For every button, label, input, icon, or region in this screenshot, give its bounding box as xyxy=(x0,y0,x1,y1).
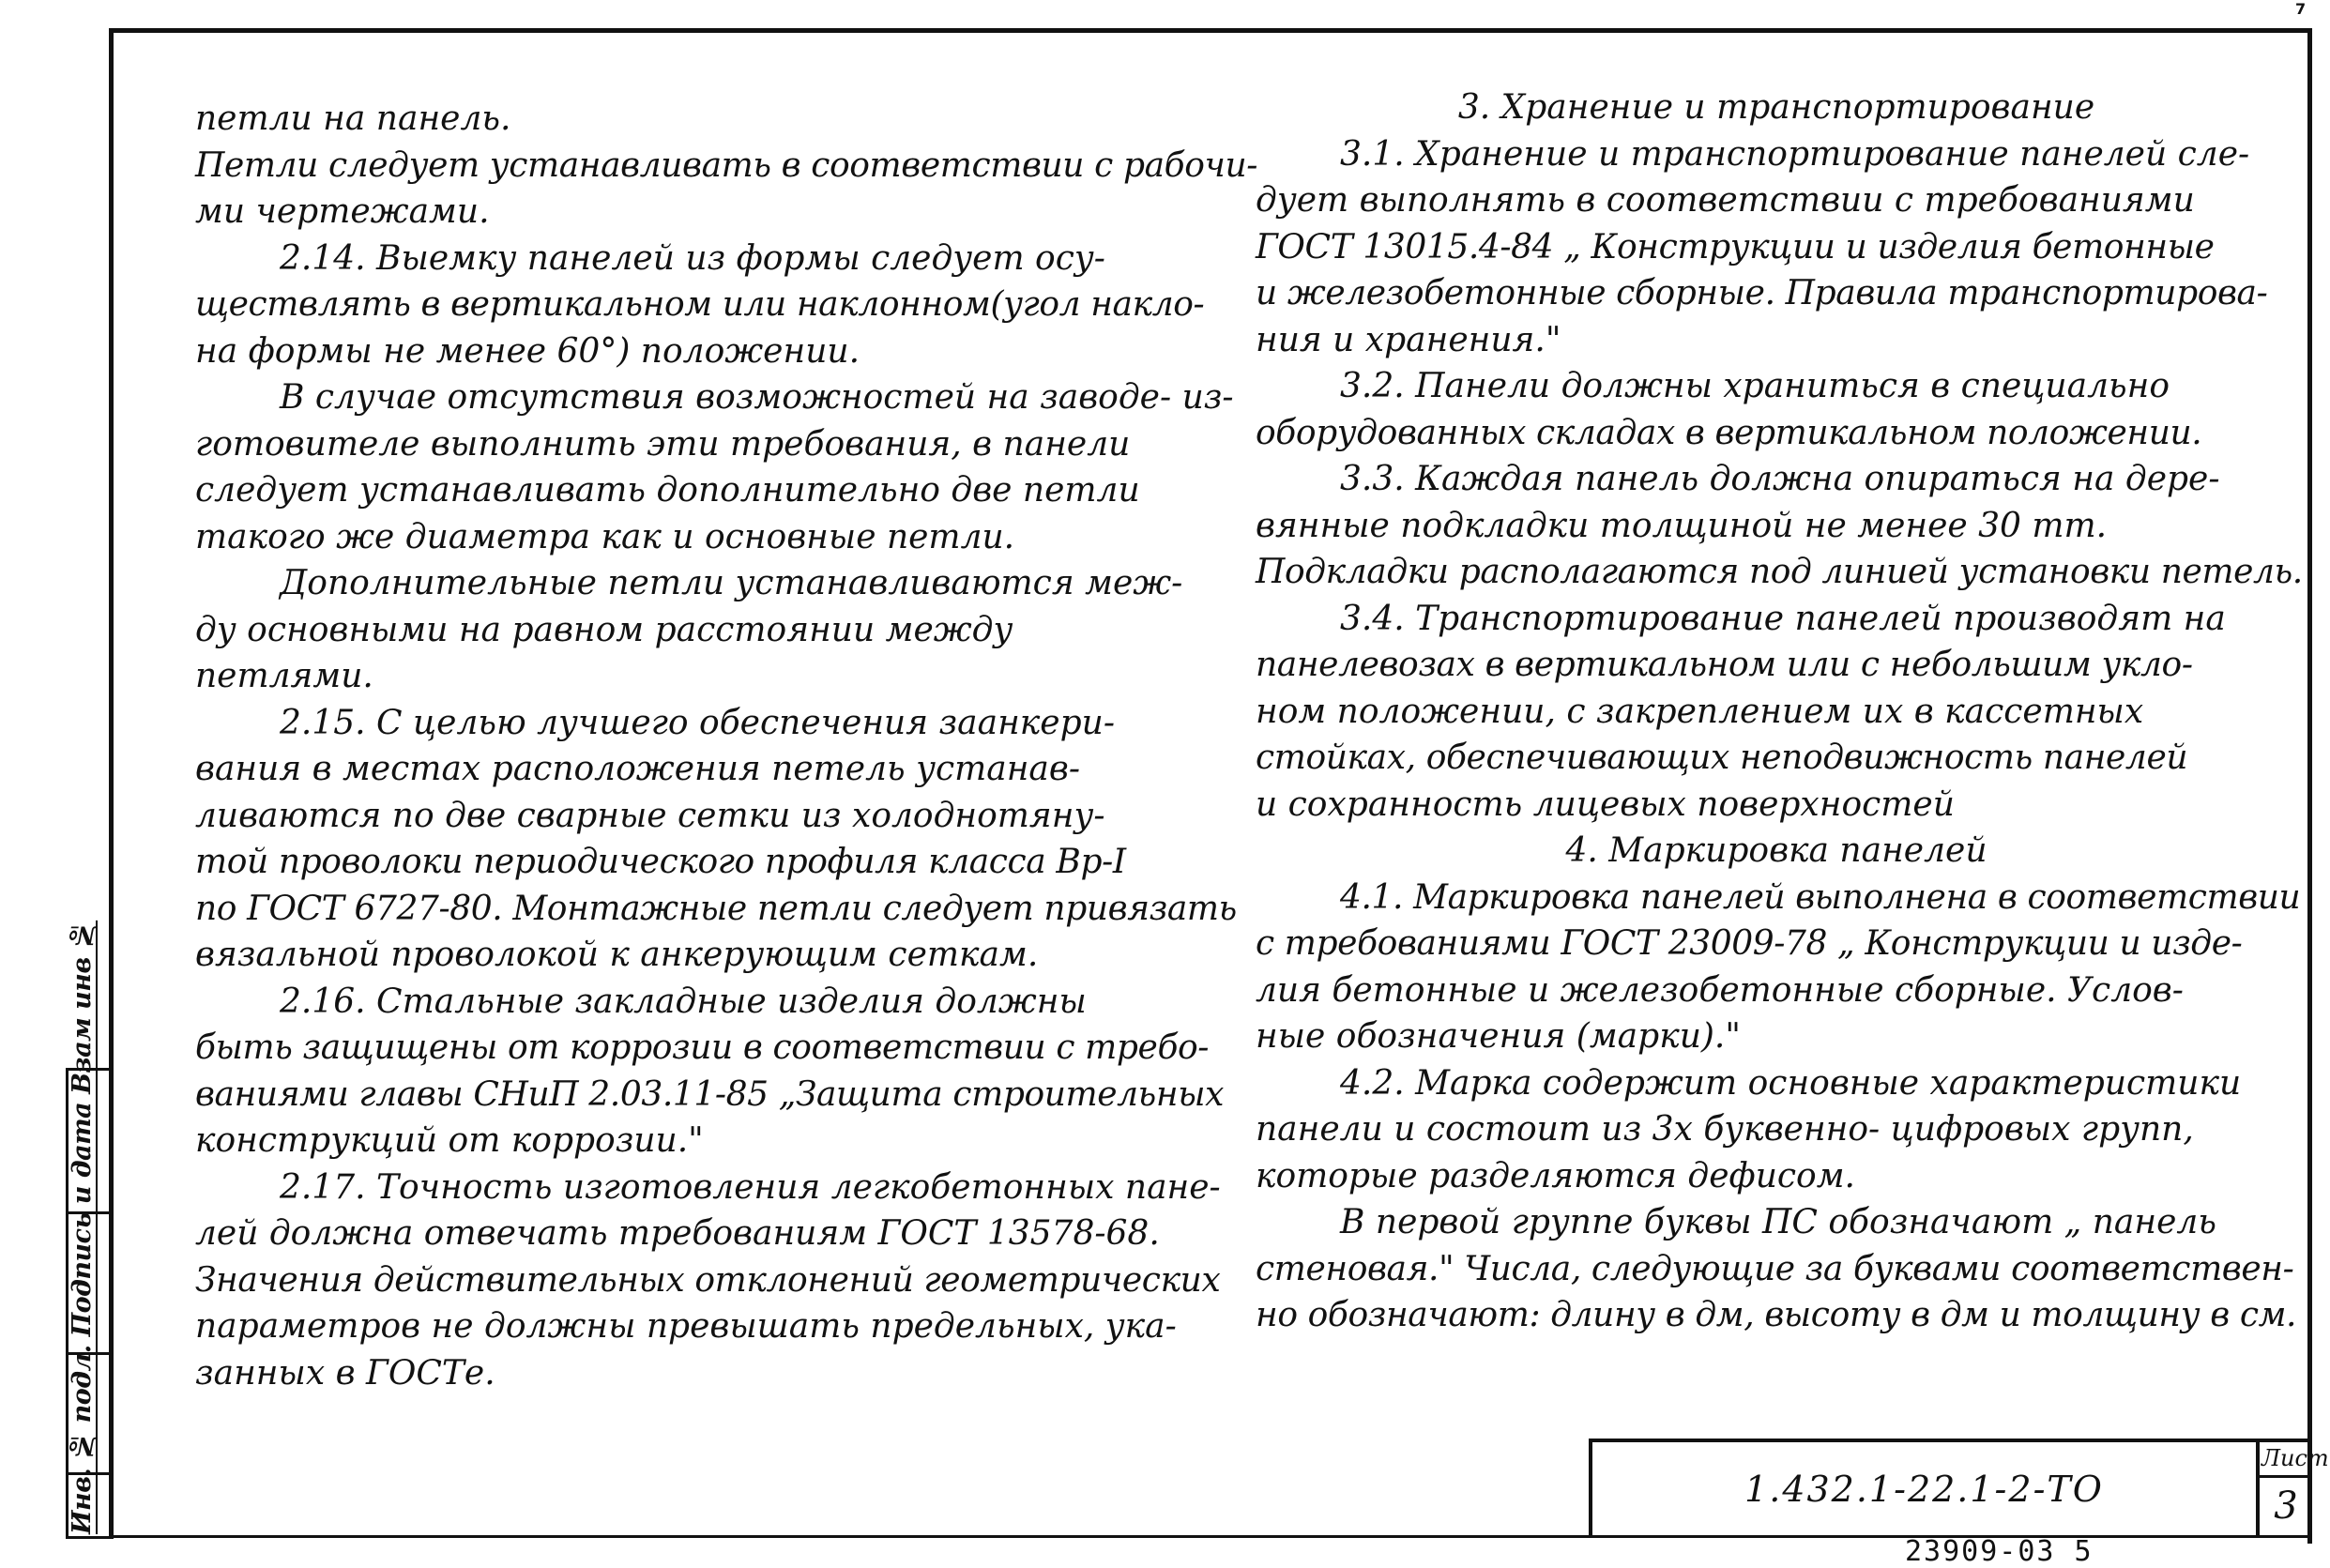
text-line: оборудованных складах в вертикальном положении. xyxy=(1256,413,2202,452)
text-line: стойках, обеспечивающих неподвижность панелей xyxy=(1256,738,2188,777)
text-line: вания в местах расположения петель устанав- xyxy=(195,750,1081,788)
text-line: стеновая." Числа, следующие за буквами соответствен- xyxy=(1256,1249,2294,1288)
text-line: готовителе выполнить эти требования, в панели xyxy=(195,424,1131,464)
text-line: ваниями главы СНиП 2.03.11-85 „Защита строительных xyxy=(195,1074,1225,1114)
text-line: ливаются по две сварные сетки из холоднотяну- xyxy=(195,796,1105,835)
text-line: следует устанавливать дополнительно две петли xyxy=(195,471,1140,510)
text-line: занных в ГОСТе. xyxy=(195,1353,495,1393)
text-line: 2.17. Точность изготовления легкобетонных пане- xyxy=(280,1167,1221,1207)
text-line: Петли следует устанавливать в соответствии с рабочи- xyxy=(195,145,1258,185)
sheet-number: 3 xyxy=(2274,1484,2298,1528)
text-line: и железобетонные сборные. Правила транспортирова- xyxy=(1256,274,2268,312)
text-line: но обозначают: длину в дм, высоту в дм и толщину в см. xyxy=(1256,1296,2297,1334)
text-line: петли на панель. xyxy=(195,99,511,138)
document-code: 1.432.1-22.1-2-ТО xyxy=(1744,1468,2104,1510)
section-heading: 3. Хранение и транспортирование xyxy=(1457,88,2095,127)
text-line: 3.2. Панели должны храниться в специально xyxy=(1340,367,2170,405)
text-line: панели и состоит из 3х буквенно- цифровых групп, xyxy=(1256,1110,2194,1149)
text-line: 3.3. Каждая панель должна опираться на дере- xyxy=(1340,460,2220,498)
text-line: ном положении, с закреплением их в кассетных xyxy=(1256,692,2144,731)
text-line: 2.16. Стальные закладные изделия должны xyxy=(280,982,1087,1021)
text-line: лия бетонные и железобетонные сборные. Услов- xyxy=(1256,970,2184,1010)
text-line: вянные подкладки толщиной не менее 30 mm. xyxy=(1256,506,2108,545)
side-stamp-text: Инв. № подл. Подпись и дата Взам инв № xyxy=(68,920,97,1534)
text-line: Дополнительные петли устанавливаются меж- xyxy=(280,564,1183,602)
right-text-column xyxy=(1256,84,2303,1339)
text-line: петлями. xyxy=(195,657,373,695)
section-heading: 4. Маркировка панелей xyxy=(1565,831,1987,870)
text-line: В случае отсутствия возможностей на заводе- из- xyxy=(280,378,1234,417)
text-line: ния и хранения." xyxy=(1256,320,1561,359)
sheet-label: Лист xyxy=(2261,1445,2329,1471)
frame-border-right xyxy=(2307,28,2312,1544)
text-line: на формы не менее 60°) положении. xyxy=(195,331,860,371)
text-line: 3.4. Транспортирование панелей производят на xyxy=(1340,599,2226,638)
corner-page-number: 7 xyxy=(2295,0,2307,18)
text-line: ществлять в вертикальном или наклонном(угол накло- xyxy=(195,285,1205,324)
text-line: ГОСТ 13015.4-84 „ Конструкции и изделия бетонные xyxy=(1256,227,2215,266)
text-line: которые разделяются дефисом. xyxy=(1256,1156,1855,1195)
title-block-divider xyxy=(2256,1475,2310,1478)
archive-code: 23909-03 5 xyxy=(1905,1535,2094,1568)
text-line: параметров не должны превышать предельных, ука- xyxy=(195,1307,1177,1346)
text-line: В первой группе буквы ПС обозначают „ панель xyxy=(1340,1203,2216,1241)
text-line: 4.1. Маркировка панелей выполнена в соответствии xyxy=(1340,877,2301,917)
text-line: ми чертежами. xyxy=(195,192,490,231)
text-line: той проволоки периодического профиля класса Вр-I xyxy=(195,843,1126,881)
text-line: дует выполнять в соответствии с требованиями xyxy=(1256,181,2195,220)
text-line: по ГОСТ 6727-80. Монтажные петли следует привязать xyxy=(195,889,1237,928)
text-line: лей должна отвечать требованиям ГОСТ 13578-68. xyxy=(195,1214,1160,1253)
text-line: Значения действительных отклонений геометрических xyxy=(195,1260,1221,1300)
text-line: панелевозах в вертикальном или с небольшим укло- xyxy=(1256,646,2193,684)
text-line: такого же диаметра как и основные петли. xyxy=(195,517,1015,556)
text-line: конструкций от коррозии." xyxy=(195,1121,704,1160)
text-line: 3.1. Хранение и транспортирование панелей сле- xyxy=(1340,134,2250,174)
text-line: вязальной проволокой к анкерующим сеткам. xyxy=(195,936,1039,974)
title-block-divider xyxy=(2256,1439,2260,1538)
text-line: ду основными на равном расстоянии между xyxy=(195,610,1013,649)
text-line: с требованиями ГОСТ 23009-78 „ Конструкции и изде- xyxy=(1256,924,2243,963)
frame-border-bottom xyxy=(109,1535,1610,1538)
text-line: 2.15. С целью лучшего обеспечения заанкери- xyxy=(280,703,1115,742)
text-line: 4.2. Марка содержит основные характеристики xyxy=(1340,1063,2242,1103)
frame-border-top xyxy=(109,28,2312,33)
text-line: Подкладки располагаются под линией установки петель. xyxy=(1256,553,2303,591)
text-line: быть защищены от коррозии в соответствии с требо- xyxy=(195,1028,1210,1067)
text-line: и сохранность лицевых поверхностей xyxy=(1256,784,1955,824)
text-line: 2.14. Выемку панелей из формы следует осу- xyxy=(280,238,1105,278)
text-line: ные обозначения (марки)." xyxy=(1256,1017,1741,1056)
left-text-column xyxy=(195,96,1274,1396)
